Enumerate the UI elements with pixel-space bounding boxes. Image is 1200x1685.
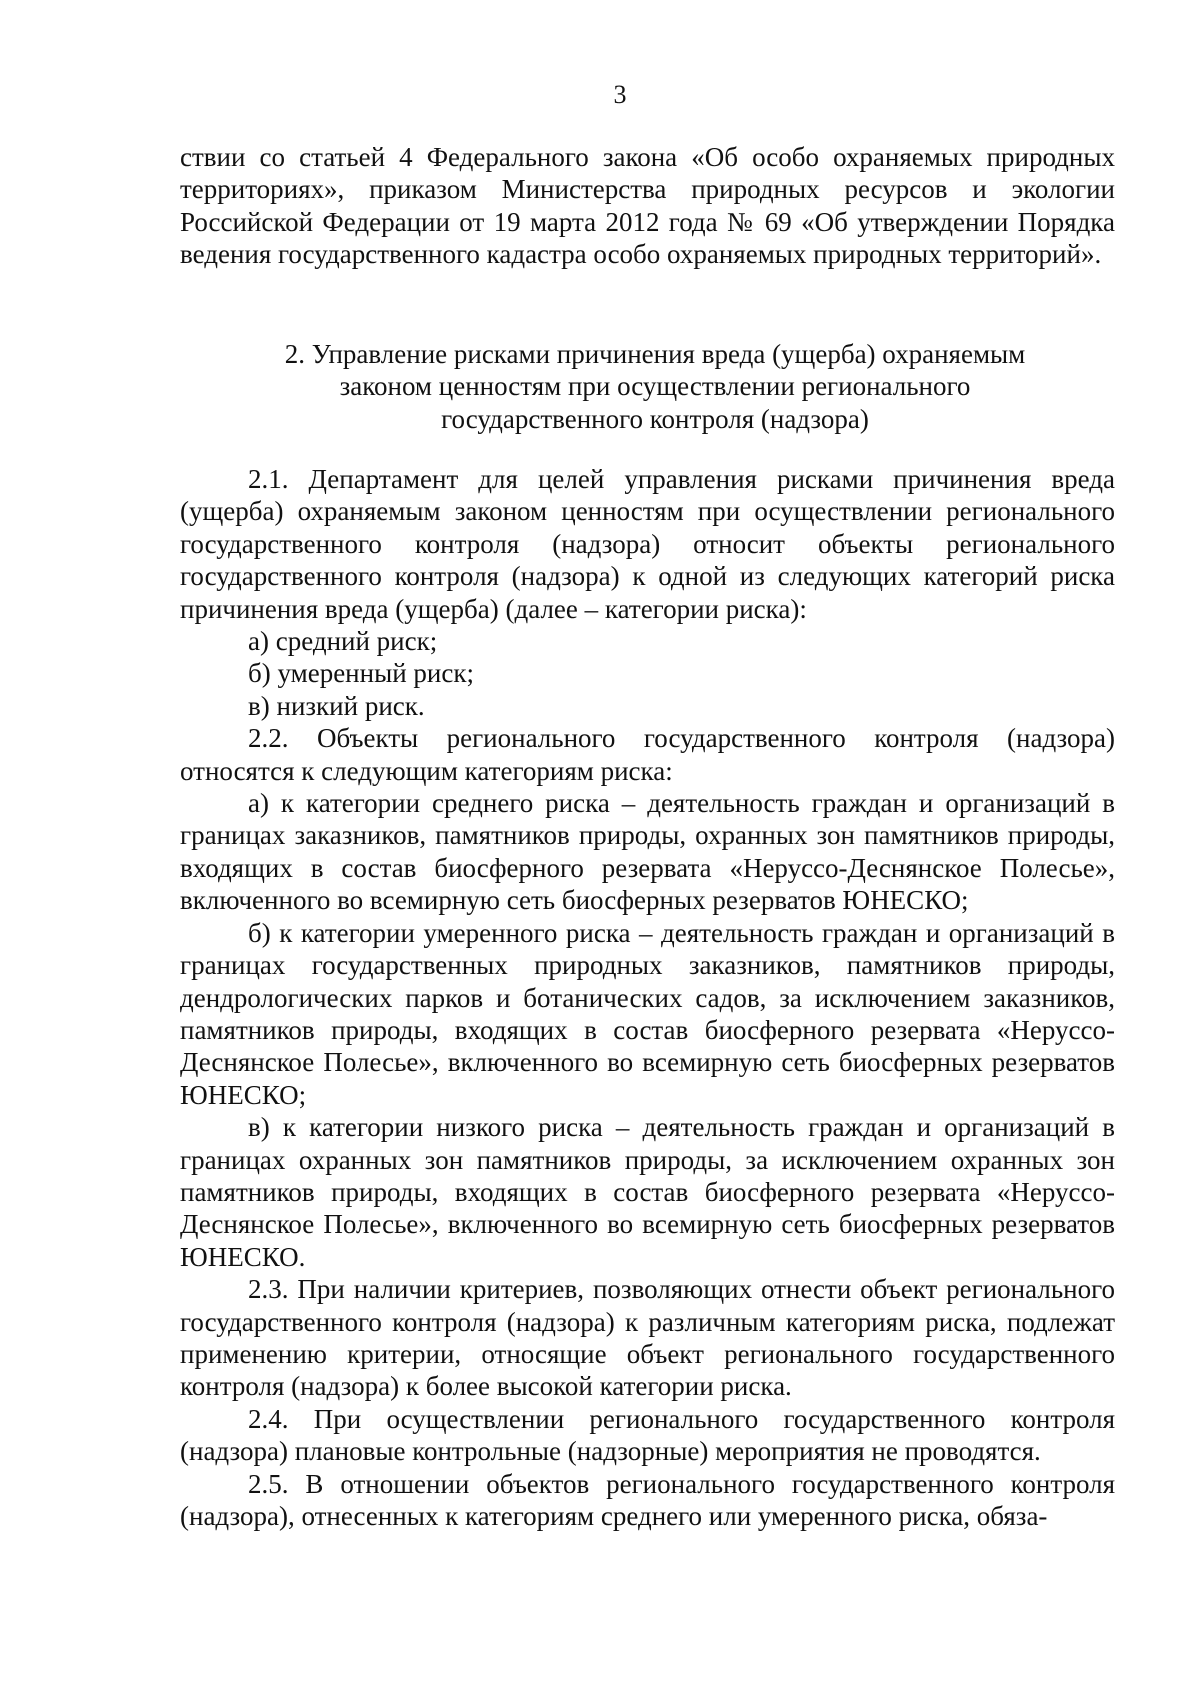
- paragraph-2-2-c: в) к категории низкого риска – деятельность граждан и организаций в границах охранных зон памятников природы, за исключением охранных зон памятников природы, входящих в состав биосферного резервата «Неруссо-Деснянское Полесье», включенного во всемирную сеть биосферных резерватов ЮНЕСКО.: [180, 1112, 1115, 1272]
- section-heading: [270, 338, 1040, 435]
- list-item-2-1-a: а) средний риск;: [248, 626, 438, 657]
- section-heading-line-3: государственного контроля (надзора): [441, 403, 869, 434]
- paragraph-2-3: 2.3. При наличии критериев, позволяющих отнести объект регионального государственного контроля (надзора) к различным категориям риска, подлежат применению критерии, относящие объект регионального государственного контроля (надзора) к более высокой категории риска.: [180, 1274, 1115, 1402]
- paragraph-2-2-a: а) к категории среднего риска – деятельность граждан и организаций в границах заказников, памятников природы, охранных зон памятников природы, входящих в состав биосферного резервата «Неруссо-Деснянское Полесье», включенного во всемирную сеть биосферных резерватов ЮНЕСКО;: [180, 788, 1115, 916]
- intro-text: ствии со статьей 4 Федерального закона «Об особо охраняемых природных территориях», приказом Министерства природных ресурсов и экологии Российской Федерации от 19 марта 2012 года № 69 «Об утверждении Порядка ведения государственного кадастра особо охраняемых природных территорий».: [180, 142, 1115, 270]
- intro-paragraph: [180, 141, 1115, 271]
- paragraph-2-2: 2.2. Объекты регионального государственного контроля (надзора) относятся к следующим категориям риска:: [180, 723, 1115, 786]
- section-heading-line-2: законом ценностям при осуществлении регионального: [339, 371, 971, 402]
- section-heading-line-1: 2. Управление рисками причинения вреда (ущерба) охраняемым: [284, 339, 1026, 369]
- section-body: [180, 463, 1115, 1532]
- page-number: 3: [613, 80, 627, 109]
- list-item-2-1-b: б) умеренный риск;: [248, 658, 474, 689]
- paragraph-2-2-b: б) к категории умеренного риска – деятельность граждан и организаций в границах государственных природных заказников, памятников природы, дендрологических парков и ботанических садов, за исключением заказников, памятников природы, входящих в состав биосферного резервата «Неруссо-Деснянское Полесье», включенного во всемирную сеть биосферных резерватов ЮНЕСКО;: [180, 917, 1115, 1110]
- list-item-2-1-c: в) низкий риск.: [248, 690, 425, 721]
- paragraph-2-1: 2.1. Департамент для целей управления рисками причинения вреда (ущерба) охраняемым законом ценностям при осуществлении регионального государственного контроля (надзора) относит объекты регионального государственного контроля (надзора) к одной из следующих категорий риска причинения вреда (ущерба) (далее – категории риска):: [180, 464, 1115, 624]
- paragraph-2-4: 2.4. При осуществлении регионального государственного контроля (надзора) плановые контрольные (надзорные) мероприятия не проводятся.: [180, 1403, 1115, 1467]
- paragraph-2-5: 2.5. В отношении объектов регионального государственного контроля (надзора), отнесенных к категориям среднего или умеренного риска, обяза-: [180, 1468, 1115, 1531]
